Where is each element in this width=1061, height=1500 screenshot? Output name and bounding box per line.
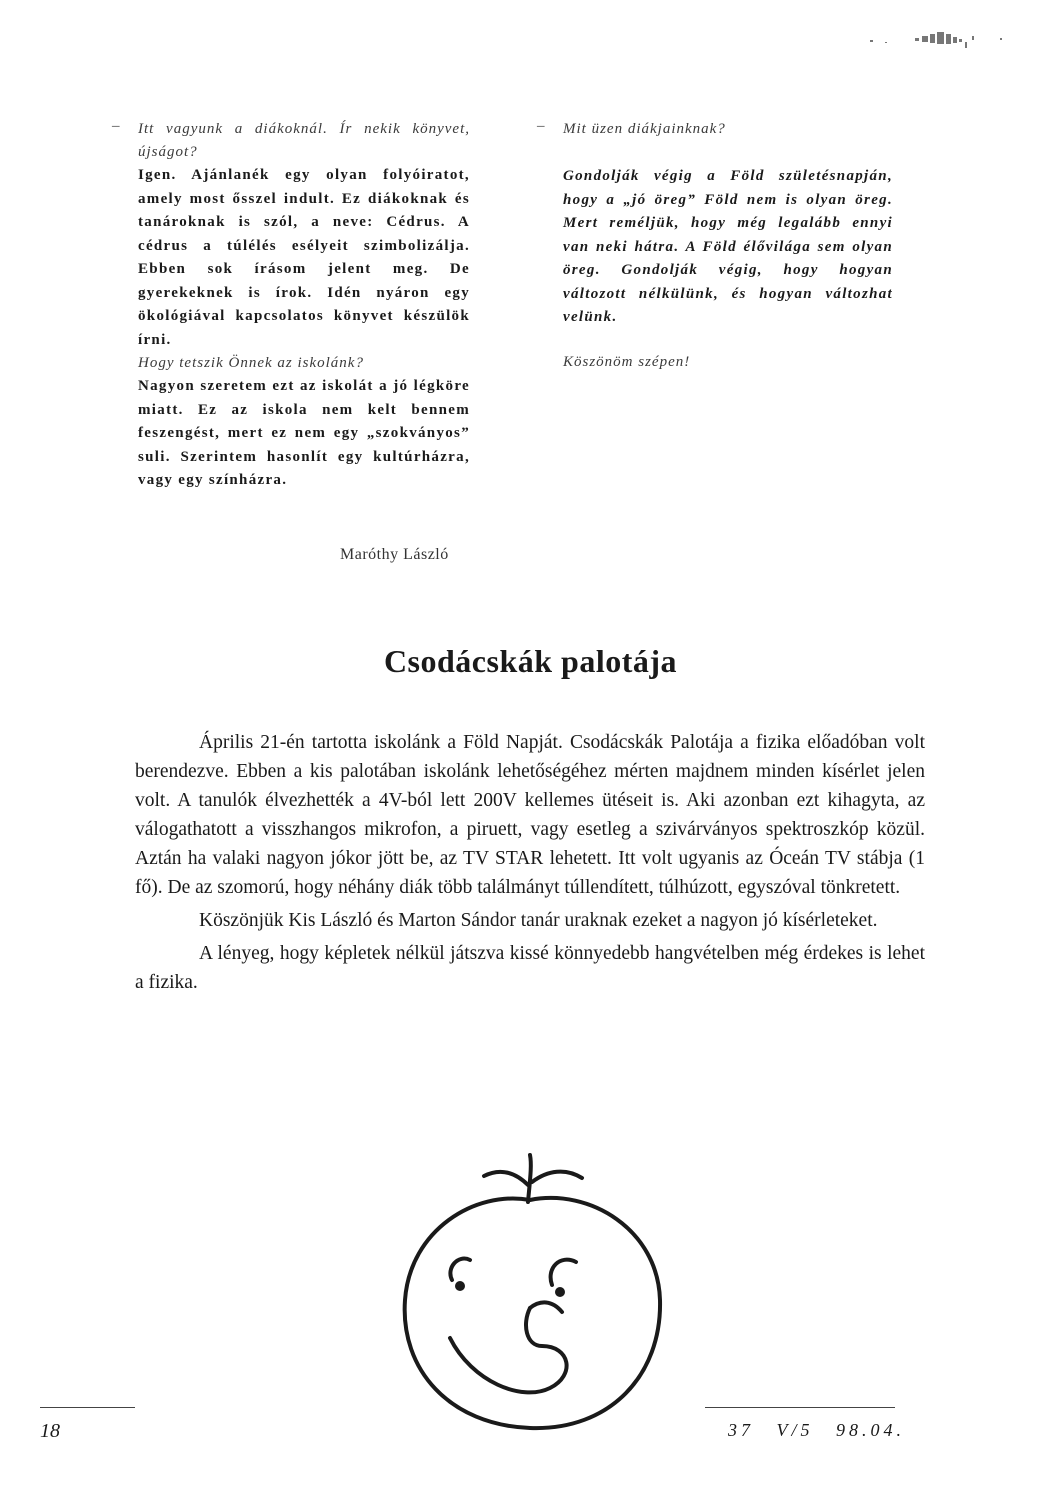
closing-thanks: Köszönöm szépen! [563, 353, 691, 370]
stem [528, 1155, 531, 1202]
nose [530, 1302, 562, 1312]
left-pupil [455, 1281, 465, 1291]
smiley-drawing [380, 1150, 680, 1440]
leaf-left [484, 1172, 528, 1185]
interview-left-column [112, 118, 470, 493]
answer-1: Igen. Ajánlanék egy olyan folyóiratot, amely most ősszel indult. Ez diákoknak és tanároknak is szól, a neve: Cédrus. A cédrus a túlélés esélyeit szimbolizálja. Ebben sok írásom jelent meg. De gyerekeknek is írok. Idén nyáron egy ökológiával kapcsolatos könyvet készülök írni. [138, 167, 470, 348]
article-paragraph: Köszönjük Kis László és Marton Sándor tanár uraknak ezeket a nagyon jó kísérleteket. [199, 910, 878, 931]
page-number: 18 [40, 1420, 60, 1442]
question-1: Itt vagyunk a diákoknál. Ír nekik könyvet, újságot? [138, 121, 470, 160]
left-eye [450, 1259, 470, 1280]
question-dash: – [112, 118, 120, 134]
right-eye [551, 1260, 576, 1285]
leaf-right [532, 1172, 582, 1182]
footer-rule-left [40, 1407, 135, 1408]
footer-rule-right [705, 1407, 895, 1408]
question-3: Mit üzen diákjainknak? [563, 121, 726, 137]
question-2: Hogy tetszik Önnek az iskolánk? [138, 355, 364, 371]
question-dash: – [537, 118, 545, 134]
answer-2: Nagyon szeretem ezt az iskolát a jó légköre miatt. Ez az iskola nem kelt bennem feszengést, mert ez nem egy „szokványos” suli. Szerintem hasonlít egy kultúrházra, vagy egy színházra. [138, 378, 470, 488]
archive-reference: 37 V/5 98.04. [728, 1420, 905, 1440]
interview-right-column [537, 118, 893, 386]
scan-noise-mark [860, 28, 1030, 58]
article-paragraph: Április 21-én tartotta iskolánk a Föld Napját. Csodácskák Palotája a fizika előadóban volt berendezve. Ebben a kis palotában iskolánk lehetőségéhez mérten majdnem minden kísérlet jelen volt. A tanulók élvezhették a 4V-ból lett 200V kellemes ütéseit is. Aki azonban ezt kihagyta, az válogathatott a visszhangos mikrofon, a piruett, vagy esetleg a szivárványos spektroszkóp közül. Aztán ha valaki nagyon jókor jött be, az TV STAR lehetett. Itt volt ugyanis az Óceán TV stábja (1 fő). De az szomorú, hogy néhány diák több találmányt túllendített, túlhúzott, egyszóval tönkretett. [135, 732, 925, 898]
answer-3: Gondolják végig a Föld születésnapján, hogy a „jó öreg” Föld nem is olyan öreg. Mert reméljük, hogy még legalább ennyi van neki hátra. A Föld élővilága sem olyan öreg. Gondolják végig, hogy hogyan változott nélkülünk, és hogyan változhat velünk. [563, 168, 893, 325]
interview-signature: Maróthy László [340, 546, 449, 563]
article-paragraph: A lényeg, hogy képletek nélkül játszva kissé könnyedebb hangvételben még érdekes is lehet a fizika. [135, 943, 925, 993]
article-title: Csodácskák palotája [383, 643, 678, 679]
right-pupil [555, 1287, 565, 1297]
article-body [135, 728, 925, 1001]
smile [450, 1308, 567, 1392]
